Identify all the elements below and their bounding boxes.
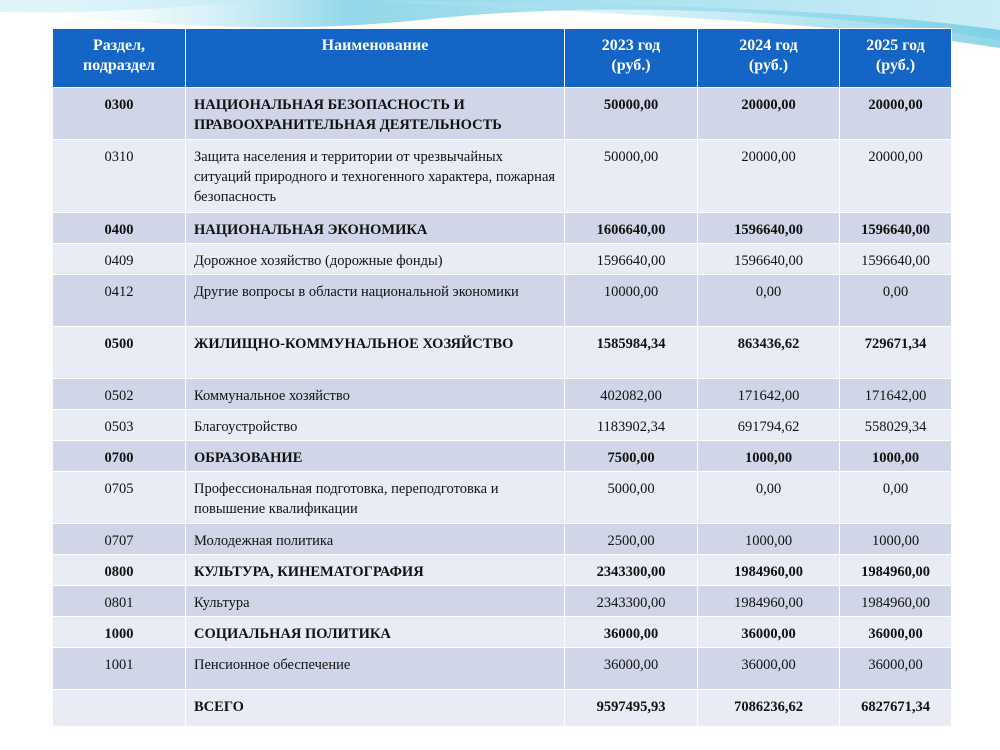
cell-name: НАЦИОНАЛЬНАЯ БЕЗОПАСНОСТЬ И ПРАВООХРАНИТЕЛЬНАЯ ДЕЯТЕЛЬНОСТЬ — [186, 88, 565, 140]
header-2024-line1: 2024 год — [739, 37, 798, 54]
cell-code: 0400 — [53, 213, 186, 244]
header-2025 — [840, 29, 952, 88]
cell-name: Благоустройство — [186, 410, 565, 441]
cell-code: 0705 — [53, 472, 186, 524]
cell-2023: 402082,00 — [565, 379, 698, 410]
cell-2024: 36000,00 — [698, 617, 840, 648]
cell-2024: 1000,00 — [698, 524, 840, 555]
cell-code: 0800 — [53, 555, 186, 586]
cell-name: НАЦИОНАЛЬНАЯ ЭКОНОМИКА — [186, 213, 565, 244]
cell-code: 0310 — [53, 140, 186, 213]
cell-code — [53, 690, 186, 727]
cell-2024: 1000,00 — [698, 441, 840, 472]
cell-total-2024: 7086236,62 — [698, 690, 840, 727]
cell-2023: 10000,00 — [565, 275, 698, 327]
cell-code: 0503 — [53, 410, 186, 441]
cell-code: 0409 — [53, 244, 186, 275]
cell-2024: 0,00 — [698, 472, 840, 524]
cell-2024: 171642,00 — [698, 379, 840, 410]
cell-2025: 0,00 — [840, 472, 952, 524]
header-2024 — [698, 29, 840, 88]
cell-name: Другие вопросы в области национальной экономики — [186, 275, 565, 327]
table-row — [53, 244, 952, 275]
cell-2024: 36000,00 — [698, 648, 840, 690]
cell-2025: 1596640,00 — [840, 213, 952, 244]
table-row — [53, 140, 952, 213]
header-2023-line2: (руб.) — [611, 57, 651, 74]
cell-2024: 0,00 — [698, 275, 840, 327]
cell-code: 0700 — [53, 441, 186, 472]
header-section-line2: подраздел — [82, 57, 156, 74]
cell-2025: 1984960,00 — [840, 586, 952, 617]
cell-2023: 1585984,34 — [565, 327, 698, 379]
cell-2025: 1000,00 — [840, 441, 952, 472]
cell-2024: 1984960,00 — [698, 555, 840, 586]
cell-2024: 863436,62 — [698, 327, 840, 379]
header-2025-line1: 2025 год — [866, 37, 925, 54]
cell-2024: 20000,00 — [698, 88, 840, 140]
cell-2025: 729671,34 — [840, 327, 952, 379]
cell-total-label: ВСЕГО — [186, 690, 565, 727]
cell-2024: 1596640,00 — [698, 213, 840, 244]
cell-code: 1001 — [53, 648, 186, 690]
cell-code: 0801 — [53, 586, 186, 617]
table-row — [53, 213, 952, 244]
cell-name: Молодежная политика — [186, 524, 565, 555]
cell-2024: 1596640,00 — [698, 244, 840, 275]
cell-name: Профессиональная подготовка, переподготовка и повышение квалификации — [186, 472, 565, 524]
cell-name: Культура — [186, 586, 565, 617]
cell-2025: 20000,00 — [840, 88, 952, 140]
header-section-line1: Раздел, — [92, 37, 146, 54]
cell-2025: 1596640,00 — [840, 244, 952, 275]
table-row — [53, 586, 952, 617]
cell-2025: 171642,00 — [840, 379, 952, 410]
cell-2025: 36000,00 — [840, 617, 952, 648]
cell-code: 0300 — [53, 88, 186, 140]
table-row — [53, 410, 952, 441]
cell-code: 0500 — [53, 327, 186, 379]
table-row — [53, 88, 952, 140]
table-row — [53, 555, 952, 586]
cell-2023: 2343300,00 — [565, 555, 698, 586]
header-2023 — [565, 29, 698, 88]
cell-2025: 1000,00 — [840, 524, 952, 555]
cell-name: Коммунальное хозяйство — [186, 379, 565, 410]
cell-2023: 1606640,00 — [565, 213, 698, 244]
header-name: Наименование — [186, 29, 565, 88]
cell-2025: 20000,00 — [840, 140, 952, 213]
budget-table — [52, 28, 952, 727]
table-row — [53, 379, 952, 410]
cell-code: 0707 — [53, 524, 186, 555]
table-row — [53, 441, 952, 472]
cell-total-2023: 9597495,93 — [565, 690, 698, 727]
header-2024-line2: (руб.) — [748, 57, 789, 74]
cell-2023: 36000,00 — [565, 617, 698, 648]
total-row — [53, 690, 952, 727]
cell-name: Защита населения и территории от чрезвычайных ситуаций природного и техногенного характера, пожарная безопасность — [186, 140, 565, 213]
cell-code: 1000 — [53, 617, 186, 648]
header-2023-line1: 2023 год — [601, 37, 661, 54]
cell-2024: 1984960,00 — [698, 586, 840, 617]
cell-code: 0412 — [53, 275, 186, 327]
table-row — [53, 648, 952, 690]
cell-2023: 36000,00 — [565, 648, 698, 690]
header-2025-line2: (руб.) — [875, 57, 916, 74]
cell-total-2025: 6827671,34 — [840, 690, 952, 727]
table-row — [53, 524, 952, 555]
cell-name: Дорожное хозяйство (дорожные фонды) — [186, 244, 565, 275]
cell-2023: 1183902,34 — [565, 410, 698, 441]
cell-2023: 2500,00 — [565, 524, 698, 555]
cell-2024: 691794,62 — [698, 410, 840, 441]
table-row — [53, 327, 952, 379]
cell-name: ЖИЛИЩНО-КОММУНАЛЬНОЕ ХОЗЯЙСТВО — [186, 327, 565, 379]
cell-2023: 50000,00 — [565, 88, 698, 140]
table-row — [53, 275, 952, 327]
cell-2023: 2343300,00 — [565, 586, 698, 617]
cell-name: Пенсионное обеспечение — [186, 648, 565, 690]
cell-2025: 558029,34 — [840, 410, 952, 441]
table-row — [53, 472, 952, 524]
header-section — [53, 29, 186, 88]
cell-name: СОЦИАЛЬНАЯ ПОЛИТИКА — [186, 617, 565, 648]
cell-name: ОБРАЗОВАНИЕ — [186, 441, 565, 472]
cell-code: 0502 — [53, 379, 186, 410]
cell-2024: 20000,00 — [698, 140, 840, 213]
table-row — [53, 617, 952, 648]
cell-2025: 0,00 — [840, 275, 952, 327]
cell-2023: 1596640,00 — [565, 244, 698, 275]
cell-name: КУЛЬТУРА, КИНЕМАТОГРАФИЯ — [186, 555, 565, 586]
cell-2025: 36000,00 — [840, 648, 952, 690]
cell-2023: 7500,00 — [565, 441, 698, 472]
cell-2023: 50000,00 — [565, 140, 698, 213]
table-header-row — [53, 29, 952, 88]
cell-2023: 5000,00 — [565, 472, 698, 524]
cell-2025: 1984960,00 — [840, 555, 952, 586]
